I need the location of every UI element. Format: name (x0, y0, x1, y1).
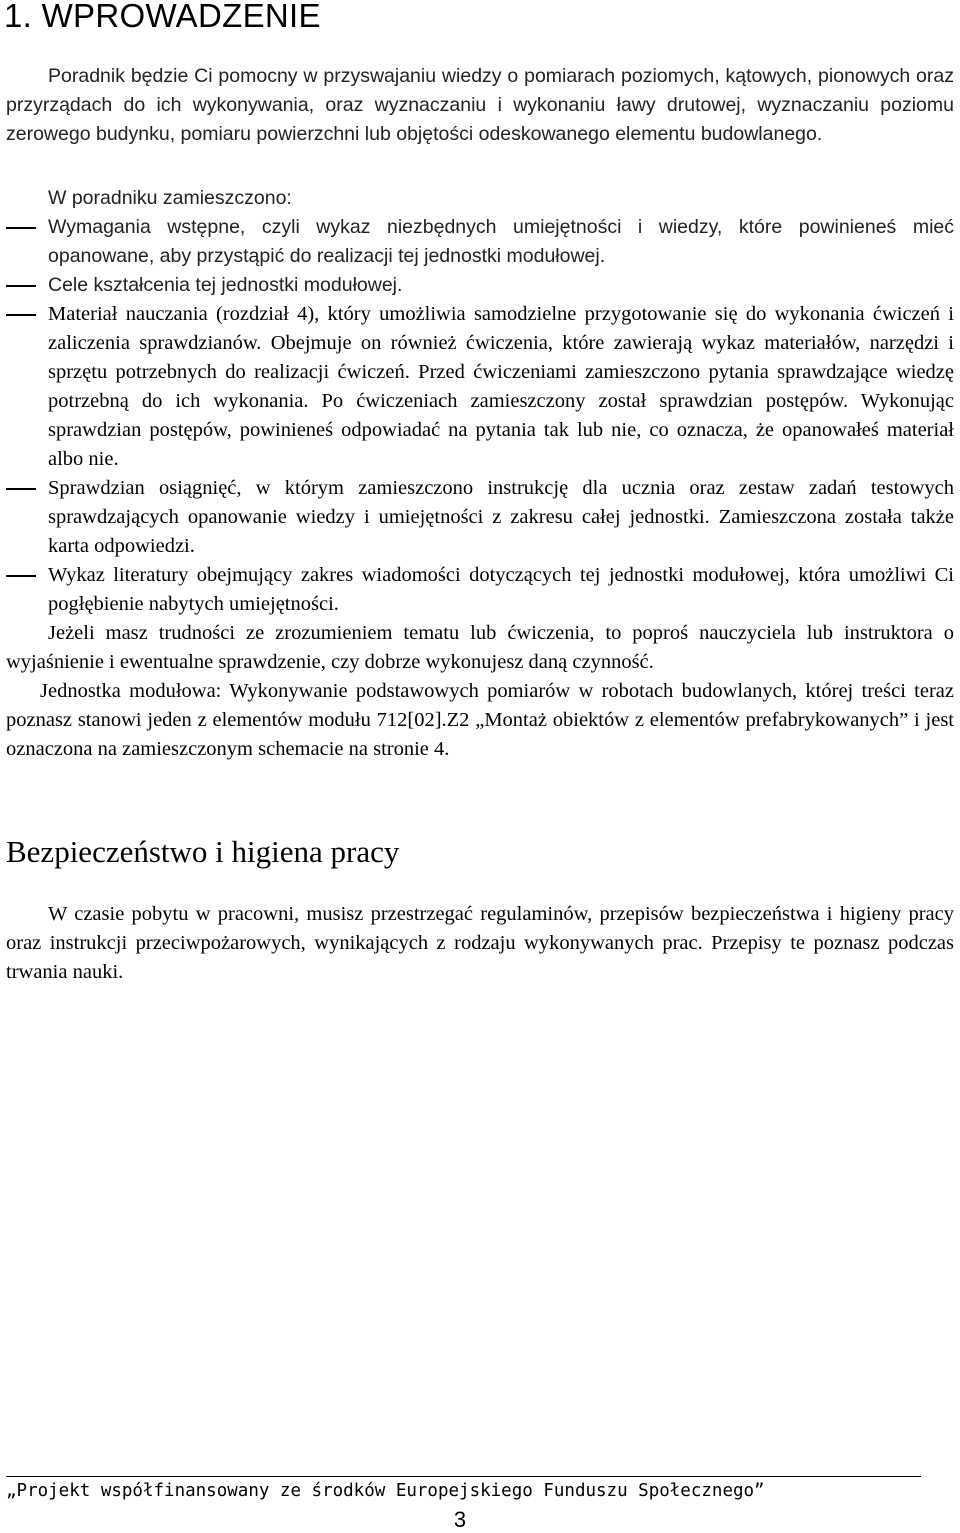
list-item (6, 271, 954, 300)
dash-bullet-icon (6, 227, 36, 229)
footer-funding-note: „Projekt współfinansowany ze środków Europejskiego Funduszu Społecznego” (6, 1481, 765, 1501)
footer-divider (6, 1476, 921, 1477)
list-item (6, 213, 954, 271)
list-item (6, 474, 954, 561)
list-item-text: Sprawdzian osiągnięć, w którym zamieszczono instrukcję dla ucznia oraz zestaw zadań testowych sprawdzających opanowanie wiedzy i umiejętności z zakresu całej jednostki. Zamieszczona została także karta odpowiedzi. (48, 477, 954, 557)
contents-section (6, 184, 954, 764)
list-item-text: Wymagania wstępne, czyli wykaz niezbędnych umiejętności i wiedzy, które powinieneś mieć opanowane, aby przystąpić do realizacji tej jednostki modułowej. (48, 216, 954, 267)
section-title: Bezpieczeństwo i higiena pracy (6, 834, 400, 869)
dash-bullet-icon (6, 575, 36, 577)
list-item (6, 300, 954, 474)
safety-paragraph: W czasie pobytu w pracowni, musisz przestrzegać regulaminów, przepisów bezpieczeństwa i higieny pracy oraz instrukcji przeciwpożarowych, wynikających z rodzaju wykonywanych prac. Przepisy te poznasz podczas trwania nauki. (6, 903, 954, 983)
dash-bullet-icon (6, 314, 36, 316)
list-item-text: Cele kształcenia tej jednostki modułowej. (48, 274, 403, 296)
list-item-text: Materiał nauczania (rozdział 4), który umożliwia samodzielne przygotowanie się do wykonania ćwiczeń i zaliczenia sprawdzianów. Obejmuje on również ćwiczenia, które zawierają wykaz materiałów, narzędzi i sprzętu potrzebnych do realizacji ćwiczeń. Przed ćwiczeniami zamieszczono pytania sprawdzające wiedzę potrzebną do ich wykonania. Po ćwiczeniach zamieszczony został sprawdzian postępów. Wykonując sprawdzian postępów, powinieneś odpowiadać na pytania tak lub nie, co oznacza, że opanowałeś materiał albo nie. (48, 303, 954, 470)
chapter-title: 1. WPROWADZENIE (4, 0, 321, 34)
help-paragraph: Jeżeli masz trudności ze zrozumieniem tematu lub ćwiczenia, to poproś nauczyciela lub instruktora o wyjaśnienie i ewentualne sprawdzenie, czy dobrze wykonujesz daną czynność. (6, 622, 954, 673)
contents-list (6, 213, 954, 619)
page-number: 3 (453, 1507, 467, 1532)
dash-bullet-icon (6, 488, 36, 490)
intro-paragraph: Poradnik będzie Ci pomocny w przyswajaniu wiedzy o pomiarach poziomych, kątowych, pionowych oraz przyrządach do ich wykonywania, oraz wyznaczaniu i wykonaniu ławy drutowej, wyznaczaniu poziomu zerowego budynku, pomiaru powierzchni lub objętości odeskowanego elementu budowlanego. (6, 65, 954, 145)
unit-paragraph: Jednostka modułowa: Wykonywanie podstawowych pomiarów w robotach budowlanych, której treści teraz poznasz stanowi jeden z elementów modułu 712[02].Z2 „Montaż obiektów z elementów prefabrykowanych” i jest oznaczona na zamieszczonym schemacie na stronie 4. (6, 680, 954, 760)
contents-intro: W poradniku zamieszczono: (48, 187, 292, 209)
list-item-text: Wykaz literatury obejmujący zakres wiadomości dotyczących tej jednostki modułowej, która umożliwi Ci pogłębienie nabytych umiejętności. (48, 564, 954, 615)
list-item (6, 561, 954, 619)
dash-bullet-icon (6, 285, 36, 287)
